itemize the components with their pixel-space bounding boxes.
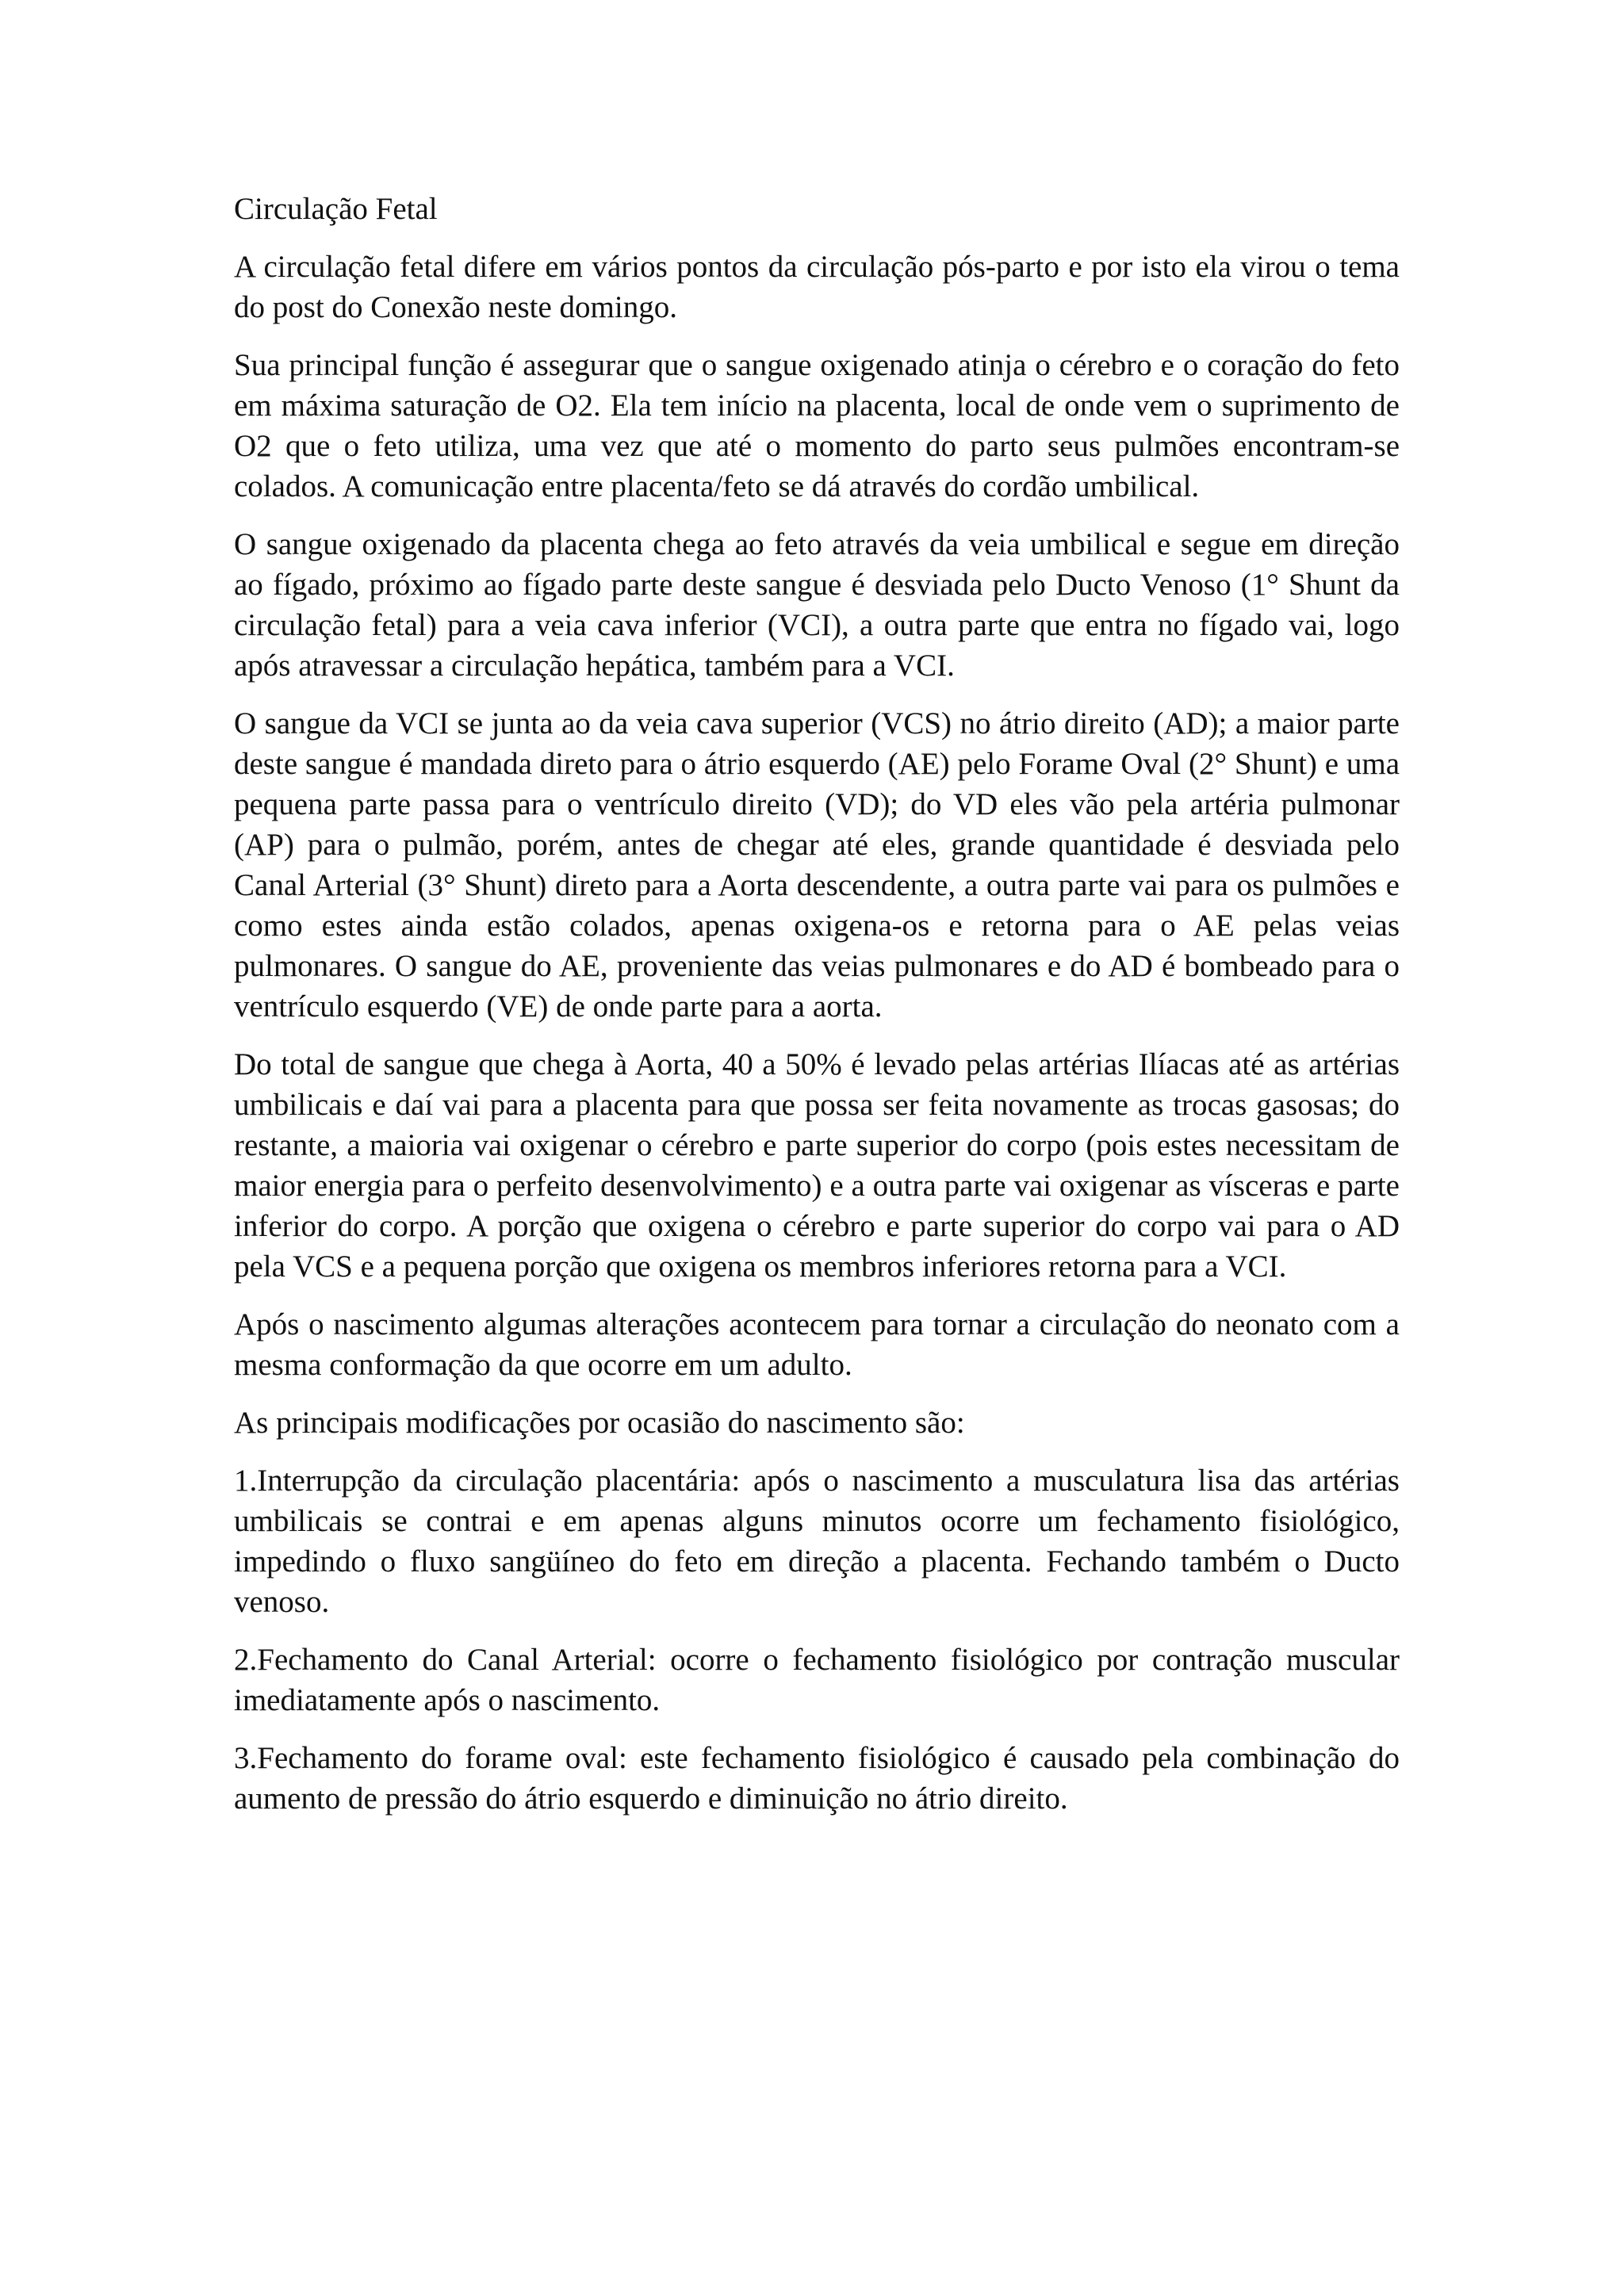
document-body — [234, 189, 1400, 1836]
paragraph-modifications-intro: As principais modificações por ocasião do nascimento são: — [234, 1406, 965, 1440]
paragraph-forame-oval: O sangue da VCI se junta ao da veia cava superior (VCS) no átrio direito (AD); a maior parte deste sangue é mandada direto para o átrio esquerdo (AE) pelo Forame Oval (2° Shunt) e uma pequena parte passa para o ventrículo direito (VD); do VD eles vão pela artéria pulmonar (AP) para o pulmão, porém, antes de chegar até eles, grande quantidade é desviada pelo Canal Arterial (3° Shunt) direto para a Aorta descendente, a outra parte vai para os pulmões e como estes ainda estão colados, apenas oxigena-os e retorna para o AE pelas veias pulmonares. O sangue do AE, proveniente das veias pulmonares e do AD é bombeado para o ventrículo esquerdo (VE) de onde parte para a aorta. — [234, 706, 1400, 1024]
paragraph-intro: A circulação fetal difere em vários pontos da circulação pós-parto e por isto ela virou o tema do post do Conexão neste domingo. — [234, 250, 1400, 324]
paragraph-aorta: Do total de sangue que chega à Aorta, 40 a 50% é levado pelas artérias Ilíacas até as artérias umbilicais e daí vai para a placenta para que possa ser feita novamente as trocas gasosas; do restante, a maioria vai oxigenar o cérebro e parte superior do corpo (pois estes necessitam de maior energia para o perfeito desenvolvimento) e a outra parte vai oxigenar as vísceras e parte inferior do corpo. A porção que oxigena o cérebro e parte superior do corpo vai para o AD pela VCS e a pequena porção que oxigena os membros inferiores retorna para a VCI. — [234, 1047, 1400, 1284]
paragraph-ducto-venoso: O sangue oxigenado da placenta chega ao feto através da veia umbilical e segue em direção ao fígado, próximo ao fígado parte deste sangue é desviada pelo Ducto Venoso (1° Shunt da circulação fetal) para a veia cava inferior (VCI), a outra parte que entra no fígado vai, logo após atravessar a circulação hepática, também para a VCI. — [234, 527, 1400, 683]
list-item-3: 3.Fechamento do forame oval: este fechamento fisiológico é causado pela combinação do aumento de pressão do átrio esquerdo e diminuição no átrio direito. — [234, 1741, 1400, 1816]
paragraph-main-function: Sua principal função é assegurar que o sangue oxigenado atinja o cérebro e o coração do feto em máxima saturação de O2. Ela tem início na placenta, local de onde vem o suprimento de O2 que o feto utiliza, uma vez que até o momento do parto seus pulmões encontram-se colados. A comunicação entre placenta/feto se dá através do cordão umbilical. — [234, 348, 1400, 503]
document-title: Circulação Fetal — [234, 192, 438, 226]
paragraph-after-birth: Após o nascimento algumas alterações acontecem para tornar a circulação do neonato com a mesma conformação da que ocorre em um adulto. — [234, 1307, 1400, 1382]
list-item-1: 1.Interrupção da circulação placentária: após o nascimento a musculatura lisa das artérias umbilicais se contrai e em apenas alguns minutos ocorre um fechamento fisiológico, impedindo o fluxo sangüíneo do feto em direção a placenta. Fechando também o Ducto venoso. — [234, 1464, 1400, 1619]
list-item-2: 2.Fechamento do Canal Arterial: ocorre o fechamento fisiológico por contração muscular imediatamente após o nascimento. — [234, 1643, 1400, 1717]
